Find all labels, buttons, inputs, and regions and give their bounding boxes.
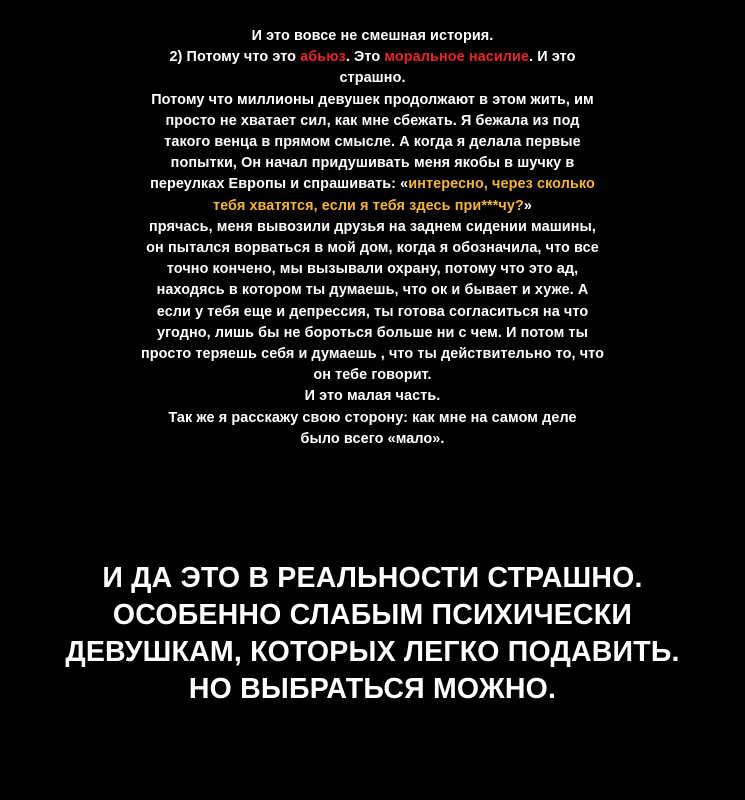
quote-highlight-1: интересно, через сколько [408,176,595,193]
story-line-20: было всего «мало». [300,430,445,447]
abuse-highlight: абьюз [300,49,346,66]
story-line-14: если у тебя еще и депрессия, ты готова согласиться на что [156,303,589,320]
story-line-4: Потому что миллионы девушек продолжают в этом жить, им [151,91,594,108]
story-line-16: просто теряешь себя и думаешь , что ты действительно то, что [140,346,605,363]
headline-line-4: НО ВЫБРАТЬСЯ МОЖНО. [188,673,557,705]
story-line-2 [64,47,681,68]
story-line-8 [64,174,681,195]
story-line-15: угодно, лишь бы не бороться больше ни с чем. И потом ты [157,324,588,341]
story-line-10: прячась, меня вывозили друзья на заднем сидении машины, [148,218,597,235]
story-line-9 [64,196,681,217]
story-line-18: И это малая часть. [304,388,441,405]
headline-line-3: ДЕВУШКАМ, КОТОРЫХ ЛЕГКО ПОДАВИТЬ. [65,636,680,668]
story-line-9-part-2: » [523,197,532,214]
headline-block [20,560,725,708]
story-line-7: попытки, Он начал придушивать меня якобы в шучку в [170,155,575,172]
story-line-8-part-1: переулках Европы и спрашивать: « [150,176,409,193]
story-line-6: такого венца в прямом смысле. А когда я делала первые [164,134,581,151]
moral-violence-highlight: моральное насилие [384,49,530,66]
story-line-11: он пытался ворваться в мой дом, когда я обозначила, что все [146,240,599,257]
story-line-1: И это вовсе не смешная история. [251,28,494,44]
story-line-5: просто не хватает сил, как мне сбежать. Я бежала из под [165,112,580,129]
story-line-17: он тебе говорит. [313,367,432,384]
quote-highlight-2: тебя хватятся, если я тебя здесь при***чу? [212,197,524,214]
story-line-2-part-2: . Это [345,49,385,66]
story-line-13: находясь в котором ты думаешь, что ок и бывает и хуже. А [156,282,589,299]
story-line-12: точно кончено, мы вызывали охрану, потому что это ад, [166,261,579,278]
story-text-block [64,26,681,450]
story-line-3: страшно. [339,70,406,87]
story-line-19: Так же я расскажу свою сторону: как мне на самом деле [168,409,577,426]
story-line-2-part-1: 2) Потому что это [169,49,301,66]
story-line-2-part-3: . И это [529,49,576,66]
headline-line-1: И ДА ЭТО В РЕАЛЬНОСТИ СТРАШНО. [102,562,643,594]
headline-line-2: ОСОБЕННО СЛАБЫМ ПСИХИЧЕСКИ [112,599,633,631]
